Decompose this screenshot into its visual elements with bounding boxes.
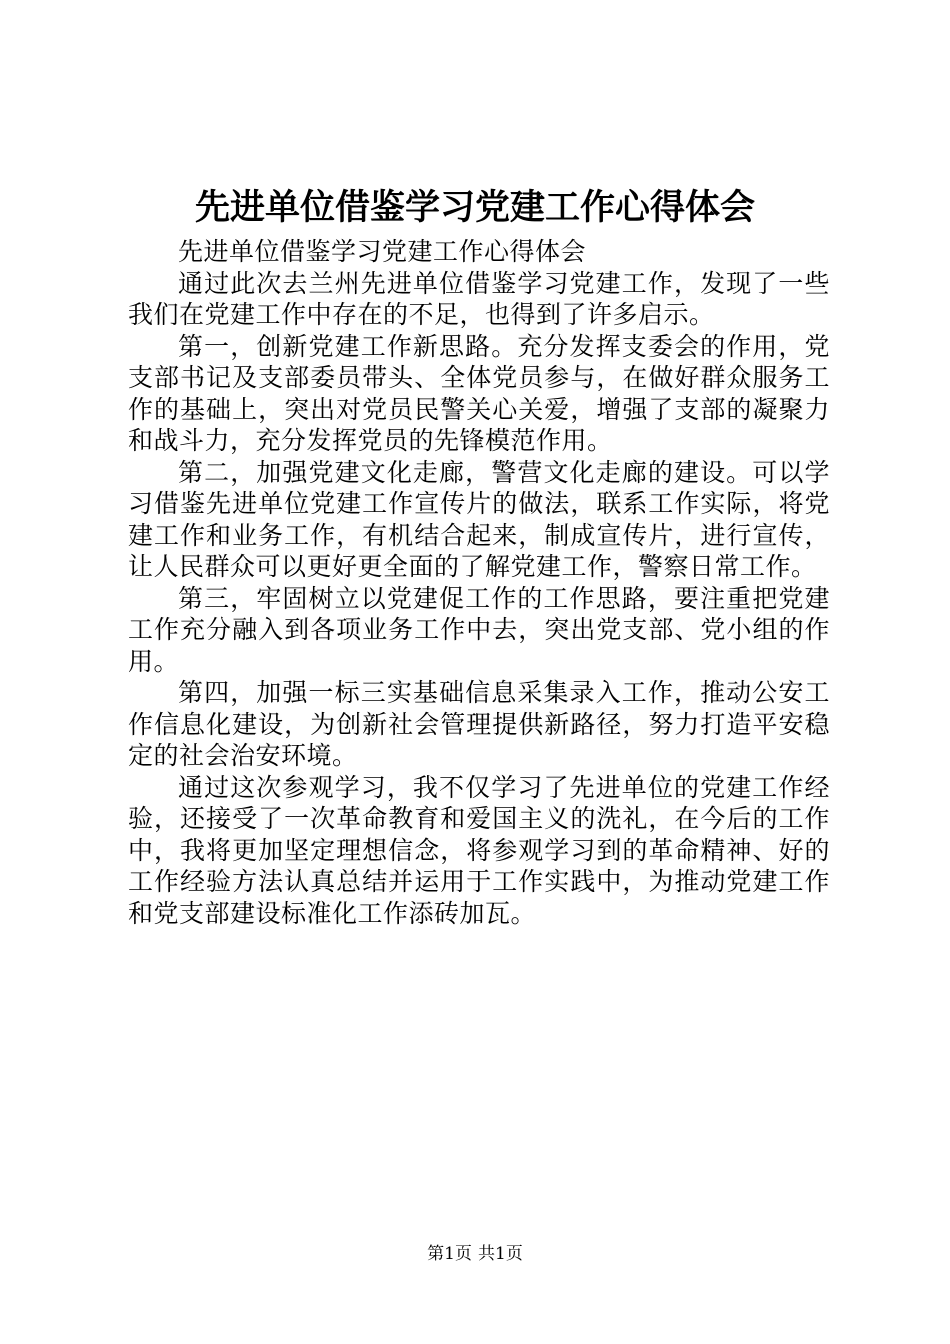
document-title: 先进单位借鉴学习党建工作心得体会 [194,187,755,228]
body-paragraph-second: 第二，加强党建文化走廊，警营文化走廊的建设。可以学习借鉴先进单位党建工作宣传片的做法，联系工作实际，将党建工作和业务工作，有机结合起来，制成宣传片，进行宣传，让人民群众可以更好更全面的了解党建工作，警察日常工作。 [128,457,830,581]
body-paragraph-intro: 通过此次去兰州先进单位借鉴学习党建工作，发现了一些我们在党建工作中存在的不足，也得到了许多启示。 [128,268,830,329]
body-paragraph-subtitle: 先进单位借鉴学习党建工作心得体会 [178,237,587,266]
body-paragraph-fourth: 第四，加强一标三实基础信息采集录入工作，推动公安工作信息化建设，为创新社会管理提供新路径，努力打造平安稳定的社会治安环境。 [128,678,830,770]
document-body [128,236,830,929]
body-paragraph-third: 第三，牢固树立以党建促工作的工作思路，要注重把党建工作充分融入到各项业务工作中去，突出党支部、党小组的作用。 [128,583,830,676]
body-paragraph-conclusion: 通过这次参观学习，我不仅学习了先进单位的党建工作经验，还接受了一次革命教育和爱国主义的洗礼，在今后的工作中，我将更加坚定理想信念，将参观学习到的革命精神、好的工作经验方法认真总结并运用于工作实践中，为推动党建工作和党支部建设标准化工作添砖加瓦。 [128,772,830,928]
body-paragraph-first: 第一，创新党建工作新思路。充分发挥支委会的作用，党支部书记及支部委员带头、全体党员参与，在做好群众服务工作的基础上，突出对党员民警关心关爱，增强了支部的凝聚力和战斗力，充分发挥党员的先锋模范作用。 [128,331,830,455]
page-footer [0,1243,950,1265]
page-total: 共1页 [478,1244,523,1264]
page-number: 第1页 [427,1244,472,1264]
